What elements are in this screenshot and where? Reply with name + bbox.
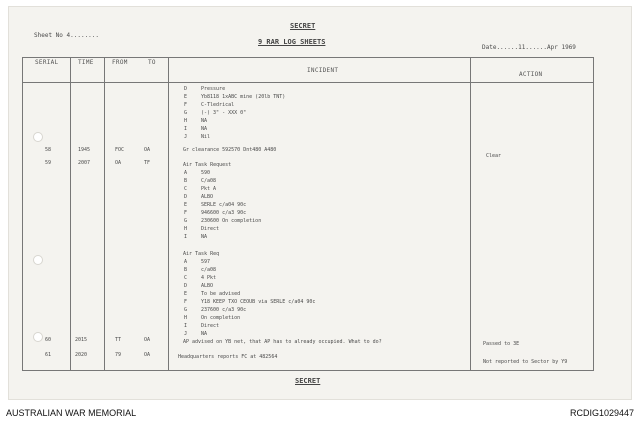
col-divider-from-to bbox=[168, 57, 169, 370]
field-value: SERLE c/a04 90c bbox=[201, 202, 247, 208]
field-value: ALBO bbox=[201, 283, 214, 289]
field-key: I bbox=[184, 126, 188, 132]
field-value: NA bbox=[201, 234, 208, 240]
field-value: NA bbox=[201, 331, 208, 337]
field-key: A bbox=[184, 170, 188, 176]
field-key: C bbox=[184, 186, 188, 192]
field-value: C-Tledrical bbox=[201, 102, 235, 108]
field-key: G bbox=[184, 110, 188, 116]
sheet-number: Sheet No 4........ bbox=[34, 32, 100, 39]
punch-hole bbox=[33, 255, 43, 265]
field-key: A bbox=[184, 259, 188, 265]
row-time: 1945 bbox=[78, 147, 91, 153]
row-serial: 59 bbox=[45, 160, 52, 166]
field-key: E bbox=[184, 94, 188, 100]
log-date: Date......11......Apr 1969 bbox=[482, 44, 576, 51]
col-divider-incident bbox=[470, 57, 471, 370]
row-incident: Gr clearance 592570 Dnt480 A480 bbox=[183, 147, 277, 153]
row-time: 2015 bbox=[75, 337, 88, 343]
field-value: On completion bbox=[201, 315, 241, 321]
col-header-serial: SERIAL bbox=[35, 59, 59, 66]
field-value: Pressure bbox=[201, 86, 226, 92]
col-header-action: ACTION bbox=[519, 71, 543, 78]
row-to: TF bbox=[144, 160, 151, 166]
row-from: OA bbox=[115, 160, 122, 166]
row-serial: 61 bbox=[45, 352, 52, 358]
col-header-from: FROM bbox=[112, 59, 128, 66]
log-title: 9 RAR LOG SHEETS bbox=[258, 38, 326, 46]
row-serial: 58 bbox=[45, 147, 52, 153]
archive-reference: RCDIG1029447 bbox=[569, 408, 634, 418]
field-key: E bbox=[184, 202, 188, 208]
field-value: 946600 c/a3 90c bbox=[201, 210, 247, 216]
field-key: J bbox=[184, 134, 188, 140]
field-value: Direct bbox=[201, 323, 220, 329]
field-key: H bbox=[184, 315, 188, 321]
field-value: Direct bbox=[201, 226, 220, 232]
field-key: H bbox=[184, 226, 188, 232]
field-value: 230600 On completion bbox=[201, 218, 262, 224]
row-action: Clear bbox=[486, 153, 502, 159]
field-key: D bbox=[184, 283, 188, 289]
field-value: 237600 c/a3 90c bbox=[201, 307, 247, 313]
row-serial: 60 bbox=[45, 337, 52, 343]
field-key: F bbox=[184, 299, 188, 305]
field-value: Nil bbox=[201, 134, 211, 140]
row-to: OA bbox=[144, 147, 151, 153]
table-header-border bbox=[22, 82, 594, 83]
field-value: Pkt A bbox=[201, 186, 217, 192]
field-key: D bbox=[184, 86, 188, 92]
punch-hole bbox=[33, 132, 43, 142]
archive-credit: AUSTRALIAN WAR MEMORIAL bbox=[6, 408, 137, 418]
col-header-incident: INCIDENT bbox=[307, 67, 339, 74]
field-value: Yb8118 1xABC mine (20lb TNT) bbox=[201, 94, 286, 100]
row-from: FOC bbox=[115, 147, 125, 153]
field-value: 597 bbox=[201, 259, 211, 265]
row-incident: Air Task Request bbox=[183, 162, 232, 168]
row-action: Passed to 3E bbox=[483, 341, 520, 347]
row-from: TT bbox=[115, 337, 122, 343]
field-key: I bbox=[184, 323, 188, 329]
punch-hole bbox=[33, 332, 43, 342]
field-key: F bbox=[184, 102, 188, 108]
field-key: H bbox=[184, 118, 188, 124]
field-value: 590 bbox=[201, 170, 211, 176]
field-value: Y18 KEEP TXO CEOUB via SERLE c/a04 90c bbox=[201, 299, 316, 305]
row-incident: AP advised on YB net, that AP has to already occupied. What to do? bbox=[183, 339, 382, 345]
field-value: NA bbox=[201, 118, 208, 124]
row-from: 79 bbox=[115, 352, 122, 358]
field-key: C bbox=[184, 275, 188, 281]
field-key: D bbox=[184, 194, 188, 200]
field-key: B bbox=[184, 267, 188, 273]
table-left-border bbox=[22, 57, 23, 370]
row-to: OA bbox=[144, 352, 151, 358]
field-key: J bbox=[184, 331, 188, 337]
field-key: I bbox=[184, 234, 188, 240]
table-right-border bbox=[593, 57, 594, 370]
col-divider-serial bbox=[70, 57, 71, 370]
row-time: 2020 bbox=[75, 352, 88, 358]
table-bottom-border bbox=[22, 370, 594, 371]
secret-marking-top: SECRET bbox=[290, 22, 316, 30]
field-key: G bbox=[184, 307, 188, 313]
field-key: E bbox=[184, 291, 188, 297]
field-value: ALBO bbox=[201, 194, 214, 200]
table-top-border bbox=[22, 57, 594, 58]
field-key: G bbox=[184, 218, 188, 224]
field-value: 4 Pkt bbox=[201, 275, 217, 281]
row-incident: Headquarters reports FC at 482564 bbox=[178, 354, 278, 360]
col-divider-time bbox=[104, 57, 105, 370]
field-value: C/a08 bbox=[201, 178, 217, 184]
field-value: To be advised bbox=[201, 291, 241, 297]
block-title: Air Task Req bbox=[183, 251, 220, 257]
field-key: F bbox=[184, 210, 188, 216]
field-value: (-) 3" - XXX 0" bbox=[201, 110, 247, 116]
secret-marking-bottom: SECRET bbox=[295, 377, 321, 385]
row-time: 2007 bbox=[78, 160, 91, 166]
field-value: c/a08 bbox=[201, 267, 217, 273]
field-value: NA bbox=[201, 126, 208, 132]
field-key: B bbox=[184, 178, 188, 184]
row-action: Not reported to Sector by Y9 bbox=[483, 359, 568, 365]
col-header-to: TO bbox=[148, 59, 156, 66]
col-header-time: TIME bbox=[78, 59, 94, 66]
row-to: OA bbox=[144, 337, 151, 343]
